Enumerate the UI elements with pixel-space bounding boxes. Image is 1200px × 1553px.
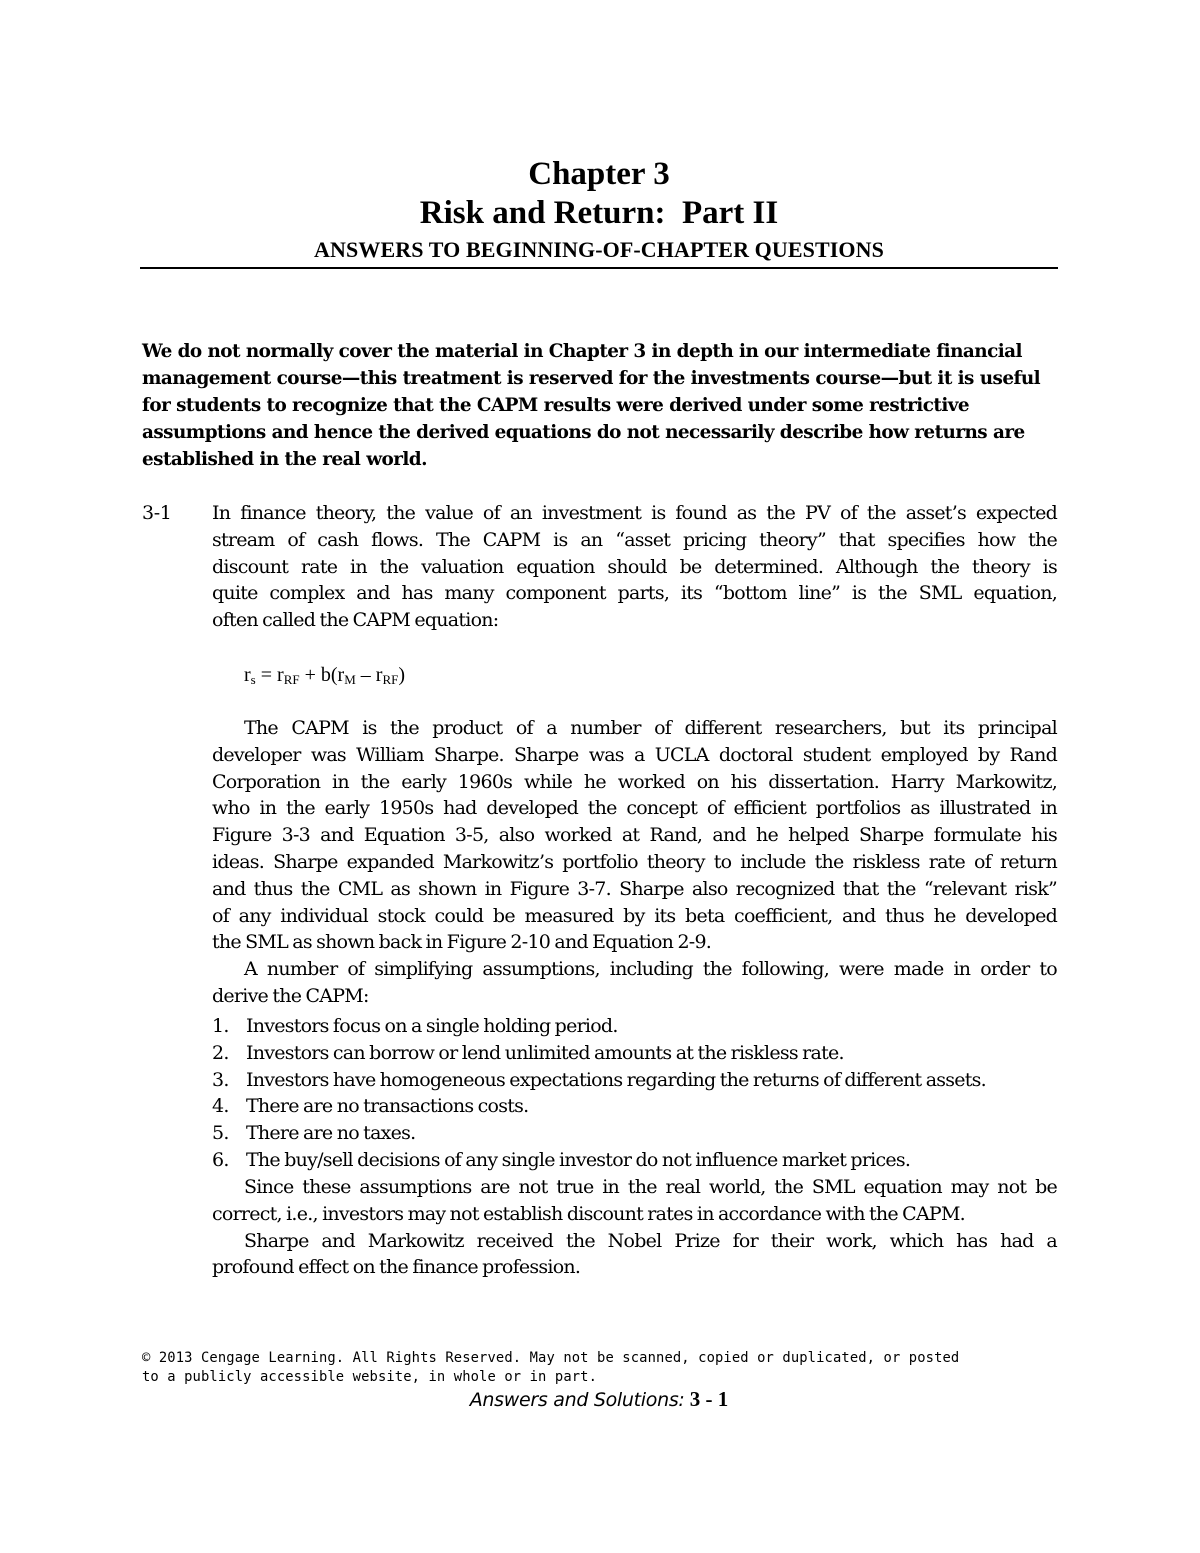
eq-plus-beta: + b(	[299, 664, 338, 686]
intro-line: for students to recognize that the CAPM results were derived under some restrictive	[142, 395, 970, 416]
paragraph-line: and thus the CML as shown in Figure 3-7. Sharpe also recognized that the “relevant risk”	[212, 877, 1057, 900]
list-item-number: 5.	[212, 1122, 229, 1145]
copyright-notice	[142, 1349, 1072, 1387]
chapter-subtitle: Risk and Return: Part II	[419, 195, 779, 231]
page-number: 3 - 1	[684, 1387, 729, 1411]
list-item-text: The buy/sell decisions of any single investor do not influence market prices.	[246, 1148, 911, 1171]
eq-sub-m: M	[344, 672, 356, 687]
list-item-number: 3.	[212, 1068, 229, 1091]
eq-minus: –	[355, 664, 376, 686]
eq-sub-rf: RF	[283, 672, 300, 687]
paragraph-line: who in the early 1950s had developed the concept of efficient portfolios as illustrated in	[212, 797, 1057, 820]
intro-line: established in the real world.	[142, 449, 427, 470]
eq-sub-s: s	[250, 672, 256, 687]
copyright-line: to a publicly accessible website, in whole or in part.	[142, 1369, 598, 1385]
paragraph-line: developer was William Sharpe. Sharpe was a UCLA doctoral student employed by Rand	[212, 743, 1057, 766]
paragraph-line: stream of cash flows. The CAPM is an “asset pricing theory” that specifies how the	[212, 528, 1057, 551]
eq-rf-2: r	[375, 664, 383, 686]
list-item	[212, 1120, 1057, 1147]
list-item-text: There are no taxes.	[246, 1122, 416, 1145]
answer-paragraph-1	[212, 500, 1057, 634]
section-heading: ANSWERS TO BEGINNING-OF-CHAPTER QUESTIONS	[314, 237, 884, 262]
paragraph-line: often called the CAPM equation:	[212, 609, 499, 632]
eq-rm: r	[337, 664, 345, 686]
question-number: 3-1	[142, 502, 172, 524]
chapter-title: Chapter 3	[528, 156, 670, 192]
paragraph-line: Figure 3-3 and Equation 3-5, also worked at Rand, and he helped Sharpe formulate his	[212, 824, 1057, 847]
eq-equals: =	[255, 664, 278, 686]
list-item	[212, 1013, 1057, 1040]
list-item-number: 1.	[212, 1015, 229, 1037]
paragraph-line: ideas. Sharpe expanded Markowitz’s portfolio theory to include the riskless rate of return	[212, 850, 1057, 873]
paragraph-line: derive the CAPM:	[212, 984, 369, 1007]
list-item-number: 2.	[212, 1041, 229, 1064]
eq-sub-rf-2: RF	[382, 672, 399, 687]
intro-paragraph	[142, 338, 1060, 473]
list-item-text: Investors can borrow or lend unlimited amounts at the riskless rate.	[246, 1041, 844, 1064]
paragraph-line: correct, i.e., investors may not establish discount rates in accordance with the CAPM.	[212, 1202, 965, 1225]
paragraph-line: of any individual stock could be measured by its beta coefficient, and thus he developed	[212, 904, 1057, 927]
paragraph-line: The CAPM is the product of a number of different researchers, but its principal	[244, 717, 1057, 739]
paragraph-line: the SML as shown back in Figure 2-10 and Equation 2-9.	[212, 931, 712, 954]
list-item	[212, 1147, 1057, 1174]
list-item	[212, 1040, 1057, 1067]
paragraph-line: In finance theory, the value of an investment is found as the PV of the asset’s expected	[212, 502, 1057, 524]
title-block	[140, 154, 1058, 264]
paragraph-line: profound effect on the finance profession.	[212, 1256, 581, 1279]
list-item	[212, 1067, 1057, 1094]
paragraph-line: Sharpe and Markowitz received the Nobel Prize for their work, which has had a	[244, 1229, 1057, 1252]
list-item-number: 6.	[212, 1148, 229, 1171]
list-item-text: There are no transactions costs.	[246, 1095, 529, 1118]
paragraph-line: discount rate in the valuation equation should be determined. Although the theory is	[212, 555, 1057, 578]
page-footer	[140, 1385, 1058, 1414]
eq-r: r	[244, 664, 251, 686]
paragraph-line: Since these assumptions are not true in the real world, the SML equation may not be	[244, 1176, 1057, 1198]
answer-paragraph-3	[212, 1174, 1057, 1281]
assumptions-list	[212, 1013, 1057, 1174]
paragraph-line: A number of simplifying assumptions, including the following, were made in order to	[244, 958, 1057, 981]
answer-paragraph-2	[212, 715, 1057, 1010]
list-item-text: Investors have homogeneous expectations regarding the returns of different assets.	[246, 1068, 986, 1091]
paragraph-line: quite complex and has many component parts, its “bottom line” is the SML equation,	[212, 582, 1057, 605]
list-item-number: 4.	[212, 1095, 229, 1118]
sml-equation	[244, 662, 405, 688]
intro-line: management course—this treatment is reserved for the investments course—but it is useful	[142, 368, 1041, 389]
intro-line: We do not normally cover the material in Chapter 3 in depth in our intermediate financial	[142, 341, 1022, 362]
eq-close: )	[398, 664, 406, 686]
heading-underline	[140, 267, 1058, 269]
list-item	[212, 1093, 1057, 1120]
paragraph-line: Corporation in the early 1960s while he worked on his dissertation. Harry Markowitz,	[212, 770, 1057, 793]
page-label: Answers and Solutions:	[469, 1389, 685, 1411]
intro-line: assumptions and hence the derived equations do not necessarily describe how returns are	[142, 422, 1025, 443]
copyright-line: © 2013 Cengage Learning. All Rights Reserved. May not be scanned, copied or duplicated, or posted	[142, 1350, 960, 1366]
eq-rf: r	[277, 664, 284, 686]
list-item-text: Investors focus on a single holding period.	[246, 1015, 618, 1037]
